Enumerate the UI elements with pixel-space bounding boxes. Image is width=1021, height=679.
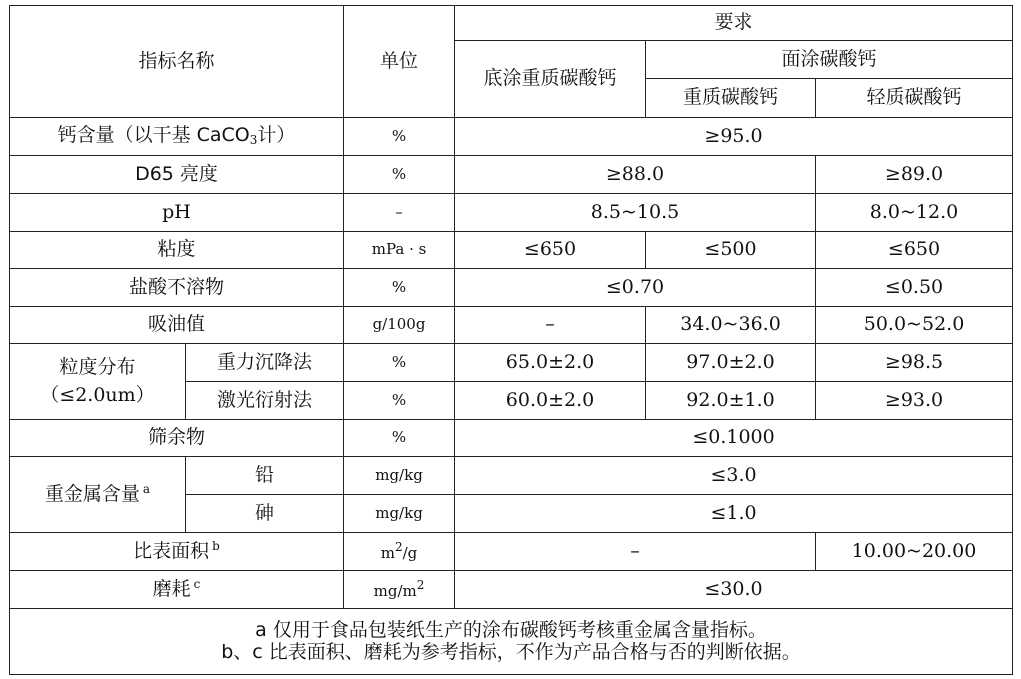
cell-brightness-light: ≥89.0	[816, 156, 1013, 194]
cell-lead-value: ≤3.0	[455, 457, 1013, 495]
spec-table-container	[9, 5, 1013, 675]
cell-laser-method: 激光衍射法	[186, 382, 344, 420]
cell-lead-element: 铅	[186, 457, 344, 495]
abrasion-unit-sup: 2	[416, 577, 425, 592]
abrasion-unit-base: mg/m	[373, 581, 417, 600]
header-top-coat: 面涂碳酸钙	[646, 41, 1013, 79]
calcium-name-pre: 钙含量（以干基 CaCO	[57, 124, 250, 147]
cell-abrasion-name	[10, 571, 344, 609]
cell-laser-top-heavy: 92.0±1.0	[646, 382, 816, 420]
cell-surface-name	[10, 533, 344, 571]
surface-name: 比表面积	[133, 540, 210, 563]
cell-hcl-light: ≤0.50	[816, 269, 1013, 307]
cell-abrasion-value: ≤30.0	[455, 571, 1013, 609]
header-base-heavy: 底涂重质碳酸钙	[455, 41, 646, 118]
particle-name: 粒度分布	[59, 355, 136, 378]
cell-ph-heavy: 8.5~10.5	[455, 194, 816, 232]
cell-gravity-top-heavy: 97.0±2.0	[646, 344, 816, 382]
header-top-heavy: 重质碳酸钙	[646, 79, 816, 118]
cell-calcium-value: ≥95.0	[455, 118, 1013, 156]
cell-surface-light: 10.00~20.00	[816, 533, 1013, 571]
cell-hcl-name: 盐酸不溶物	[10, 269, 344, 307]
cell-laser-base: 60.0±2.0	[455, 382, 646, 420]
cell-gravity-top-light: ≥98.5	[816, 344, 1013, 382]
surface-mark: b	[212, 539, 220, 554]
cell-surface-unit	[344, 533, 455, 571]
cell-laser-top-light: ≥93.0	[816, 382, 1013, 420]
cell-arsenic-value: ≤1.0	[455, 495, 1013, 533]
cell-oil-name: 吸油值	[10, 307, 344, 344]
cell-residue-name: 筛余物	[10, 420, 344, 457]
cell-surface-base: –	[455, 533, 816, 571]
cell-viscosity-unit: mPa · s	[344, 232, 455, 269]
cell-hcl-heavy: ≤0.70	[455, 269, 816, 307]
cell-calcium-name	[10, 118, 344, 156]
row-heavy-metal-lead	[10, 457, 1013, 495]
cell-brightness-heavy: ≥88.0	[455, 156, 816, 194]
particle-range: （≤2.0um）	[40, 383, 155, 406]
cell-gravity-base: 65.0±2.0	[455, 344, 646, 382]
cell-ph-light: 8.0~12.0	[816, 194, 1013, 232]
header-top-light: 轻质碳酸钙	[816, 79, 1013, 118]
cell-brightness-unit: %	[344, 156, 455, 194]
row-surface-area	[10, 533, 1013, 571]
cell-residue-value: ≤0.1000	[455, 420, 1013, 457]
row-abrasion	[10, 571, 1013, 609]
cell-particle-name	[10, 344, 186, 420]
calcium-name-post: 计）	[257, 124, 296, 147]
cell-heavy-metal-name	[10, 457, 186, 533]
abrasion-name: 磨耗	[152, 578, 191, 601]
cell-arsenic-unit: mg/kg	[344, 495, 455, 533]
cell-oil-top-heavy: 34.0~36.0	[646, 307, 816, 344]
cell-oil-top-light: 50.0~52.0	[816, 307, 1013, 344]
cell-gravity-method: 重力沉降法	[186, 344, 344, 382]
note-bc: b、c 比表面积、磨耗为参考指标，不作为产品合格与否的判断依据。	[221, 640, 801, 663]
cell-notes	[10, 609, 1013, 675]
row-brightness	[10, 156, 1013, 194]
row-viscosity	[10, 232, 1013, 269]
cell-lead-unit: mg/kg	[344, 457, 455, 495]
cell-hcl-unit: %	[344, 269, 455, 307]
row-ph	[10, 194, 1013, 232]
note-a: a 仅用于食品包装纸生产的涂布碳酸钙考核重金属含量指标。	[255, 618, 767, 641]
row-oil-absorption	[10, 307, 1013, 344]
heavy-metal-mark: a	[142, 482, 151, 497]
cell-gravity-unit: %	[344, 344, 455, 382]
cell-residue-unit: %	[344, 420, 455, 457]
cell-arsenic-element: 砷	[186, 495, 344, 533]
cell-abrasion-unit	[344, 571, 455, 609]
cell-viscosity-base: ≤650	[455, 232, 646, 269]
heavy-metal-name: 重金属含量	[44, 483, 140, 506]
row-residue	[10, 420, 1013, 457]
cell-ph-unit: –	[344, 194, 455, 232]
cell-viscosity-top-light: ≤650	[816, 232, 1013, 269]
calcium-name-sub: 3	[249, 133, 258, 148]
header-row-1	[10, 6, 1013, 41]
surface-unit-base: m	[380, 543, 395, 562]
row-calcium	[10, 118, 1013, 156]
cell-calcium-unit: %	[344, 118, 455, 156]
cell-viscosity-name: 粘度	[10, 232, 344, 269]
cell-oil-unit: g/100g	[344, 307, 455, 344]
cell-oil-base: –	[455, 307, 646, 344]
calcium-carbonate-spec-table	[9, 5, 1013, 675]
cell-viscosity-top-heavy: ≤500	[646, 232, 816, 269]
row-hcl-insoluble	[10, 269, 1013, 307]
surface-unit-sup: 2	[394, 539, 403, 554]
abrasion-mark: c	[193, 577, 201, 592]
cell-brightness-name: D65 亮度	[10, 156, 344, 194]
header-indicator: 指标名称	[10, 6, 344, 118]
cell-ph-name: pH	[10, 194, 344, 232]
header-unit: 单位	[344, 6, 455, 118]
row-particle-gravity	[10, 344, 1013, 382]
cell-laser-unit: %	[344, 382, 455, 420]
row-notes	[10, 609, 1013, 675]
header-requirement: 要求	[455, 6, 1013, 41]
surface-unit-post: /g	[402, 543, 418, 562]
